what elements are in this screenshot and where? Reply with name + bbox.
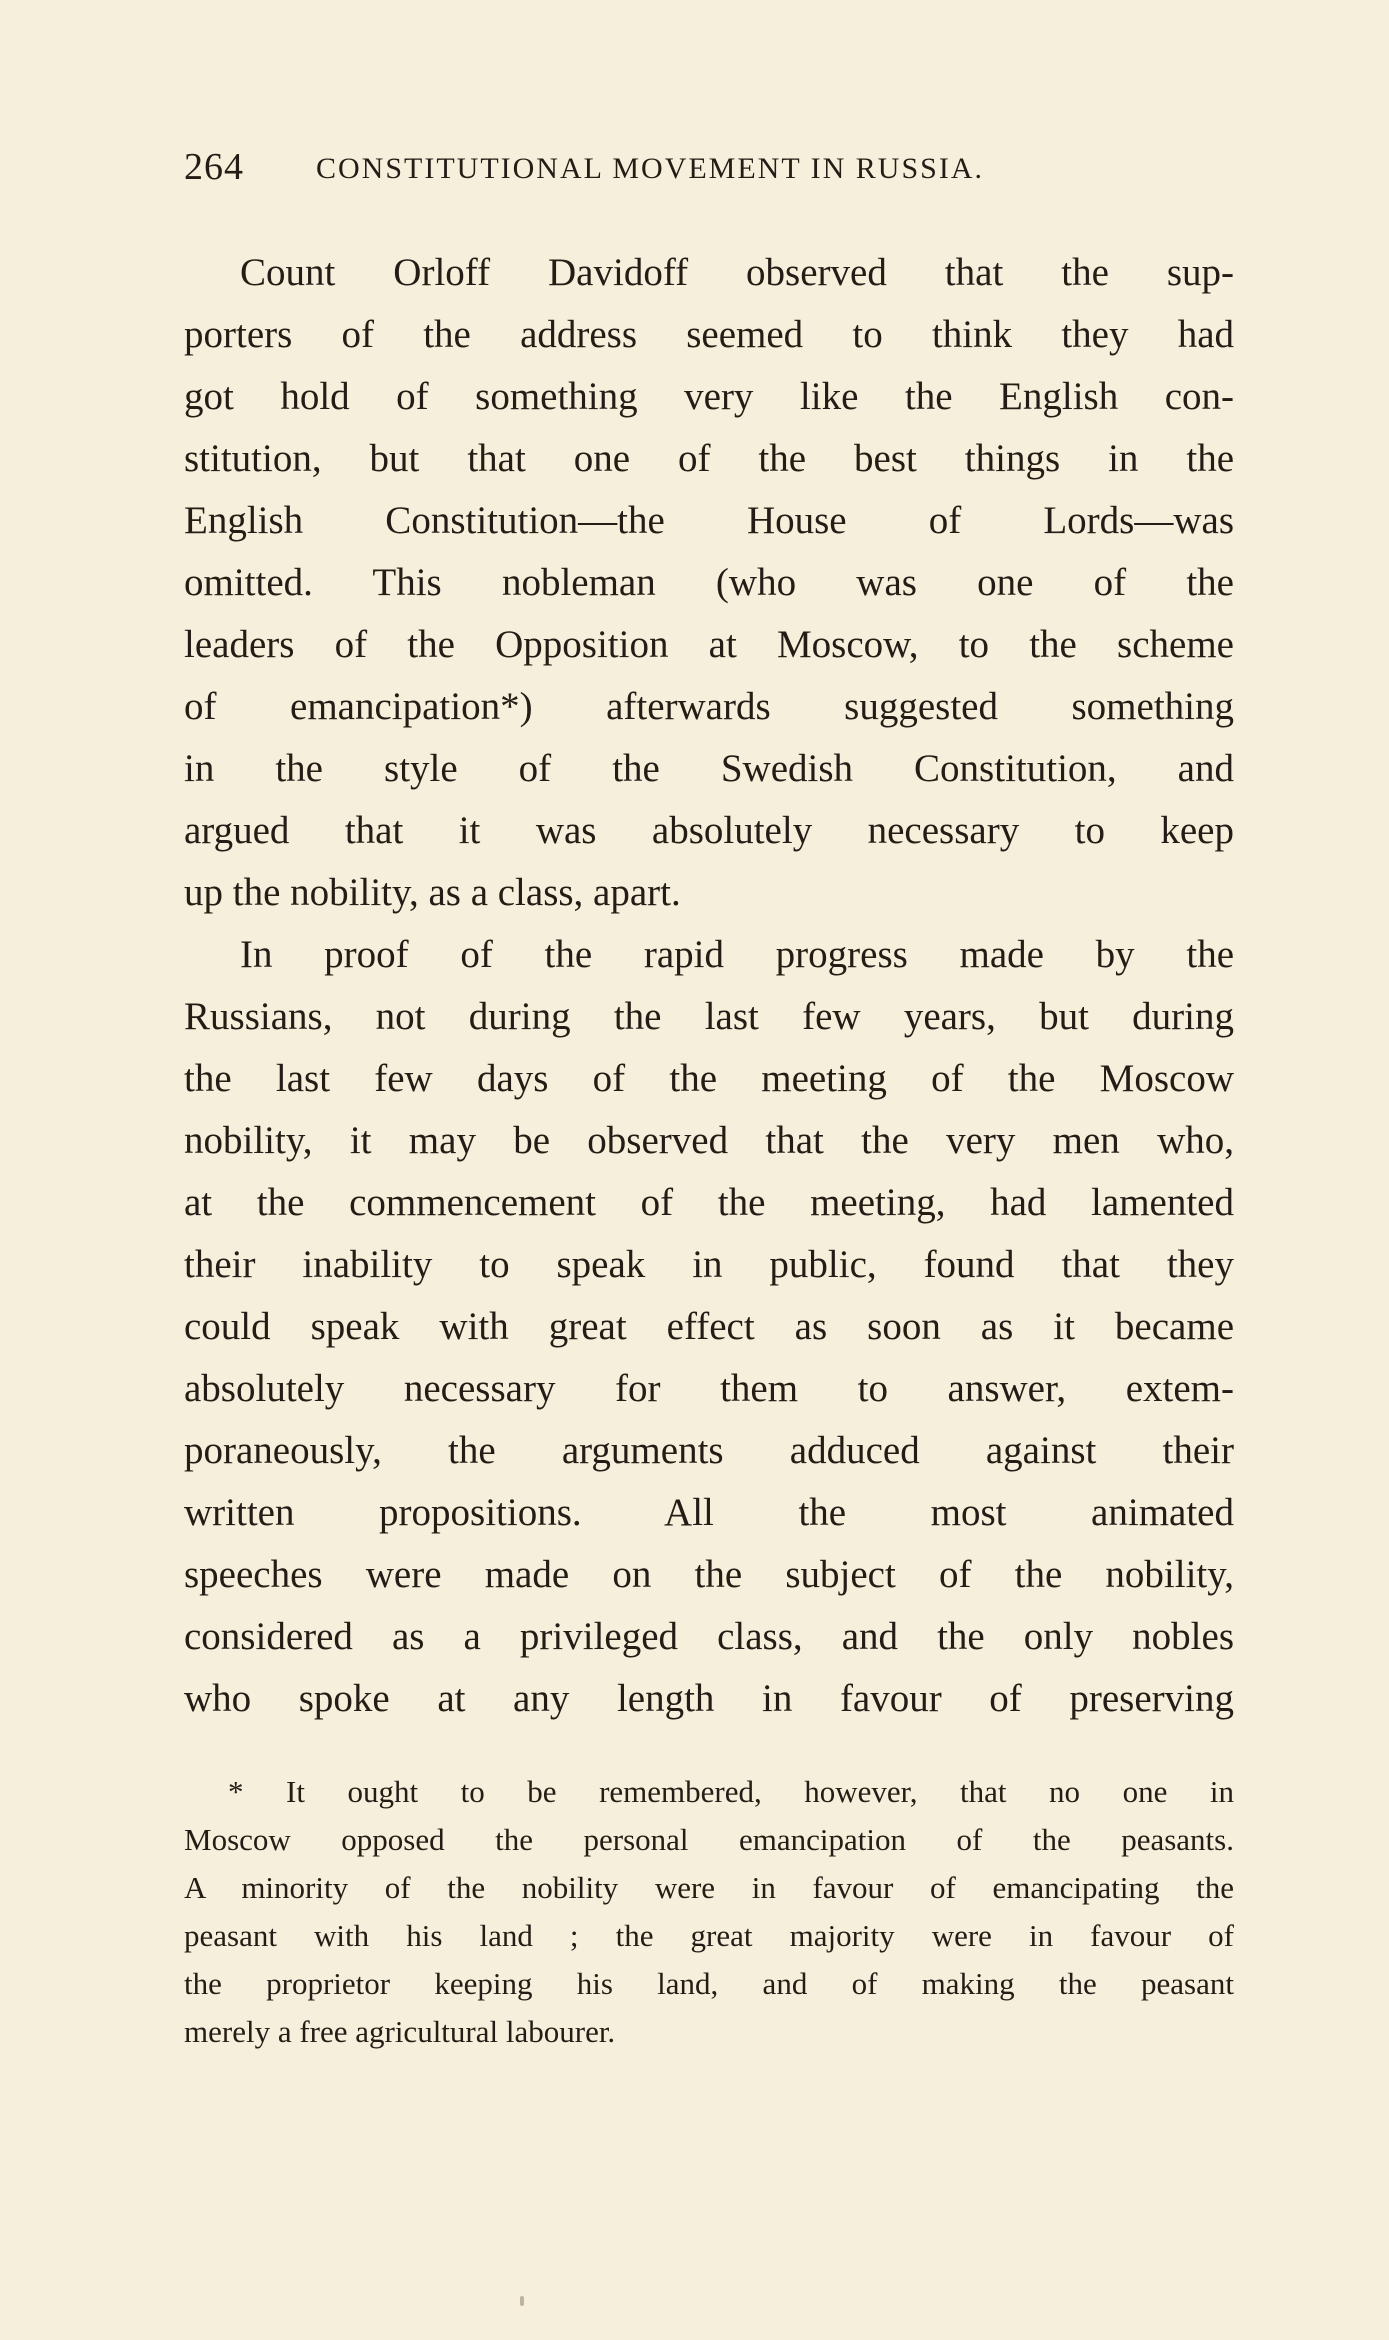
body-line: got hold of something very like the English con- bbox=[184, 375, 1234, 418]
footnote-line: the proprietor keeping his land, and of making the peasant bbox=[184, 1966, 1234, 2001]
footnote-line: * It ought to be remembered, however, that no one in bbox=[228, 1774, 1234, 1809]
body-line: omitted. This nobleman (who was one of the bbox=[184, 561, 1234, 604]
body-line: nobility, it may be observed that the very men who, bbox=[184, 1119, 1234, 1162]
body-line: of emancipation*) afterwards suggested something bbox=[184, 685, 1234, 728]
body-line: the last few days of the meeting of the Moscow bbox=[184, 1057, 1234, 1100]
body-line: written propositions. All the most animated bbox=[184, 1491, 1234, 1534]
body-line: could speak with great effect as soon as it became bbox=[184, 1305, 1234, 1348]
body-line: stitution, but that one of the best things in the bbox=[184, 437, 1234, 480]
body-line: their inability to speak in public, found that they bbox=[184, 1243, 1234, 1286]
body-line: at the commencement of the meeting, had lamented bbox=[184, 1181, 1234, 1224]
footnote-line: merely a free agricultural labourer. bbox=[184, 2014, 616, 2049]
body-line: Russians, not during the last few years, but during bbox=[184, 995, 1234, 1038]
footnote-line: A minority of the nobility were in favour of emancipating the bbox=[184, 1870, 1234, 1905]
body-line: speeches were made on the subject of the nobility, bbox=[184, 1553, 1234, 1596]
body-line: in the style of the Swedish Constitution, and bbox=[184, 747, 1234, 790]
footnote-line: peasant with his land ; the great majority were in favour of bbox=[184, 1918, 1234, 1953]
body-line: Count Orloff Davidoff observed that the sup- bbox=[240, 251, 1234, 294]
body-line: who spoke at any length in favour of preserving bbox=[184, 1677, 1234, 1720]
page-header bbox=[184, 148, 1184, 208]
body-line: English Constitution—the House of Lords—was bbox=[184, 499, 1234, 542]
body-line: considered as a privileged class, and the only nobles bbox=[184, 1615, 1234, 1658]
body-line: absolutely necessary for them to answer, extem- bbox=[184, 1367, 1234, 1410]
footnote-line: Moscow opposed the personal emancipation of the peasants. bbox=[184, 1822, 1234, 1857]
body-line: up the nobility, as a class, apart. bbox=[184, 871, 681, 914]
body-line: leaders of the Opposition at Moscow, to the scheme bbox=[184, 623, 1234, 666]
page-number: 264 bbox=[184, 146, 244, 188]
body-line: In proof of the rapid progress made by the bbox=[240, 933, 1234, 976]
body-line: argued that it was absolutely necessary to keep bbox=[184, 809, 1234, 852]
body-line: porters of the address seemed to think they had bbox=[184, 313, 1234, 356]
main-text bbox=[184, 248, 1234, 1728]
paper-speck bbox=[520, 2296, 524, 2306]
body-line: poraneously, the arguments adduced against their bbox=[184, 1429, 1234, 1472]
running-head: CONSTITUTIONAL MOVEMENT IN RUSSIA. bbox=[316, 152, 984, 185]
footnote bbox=[184, 1768, 1234, 2068]
